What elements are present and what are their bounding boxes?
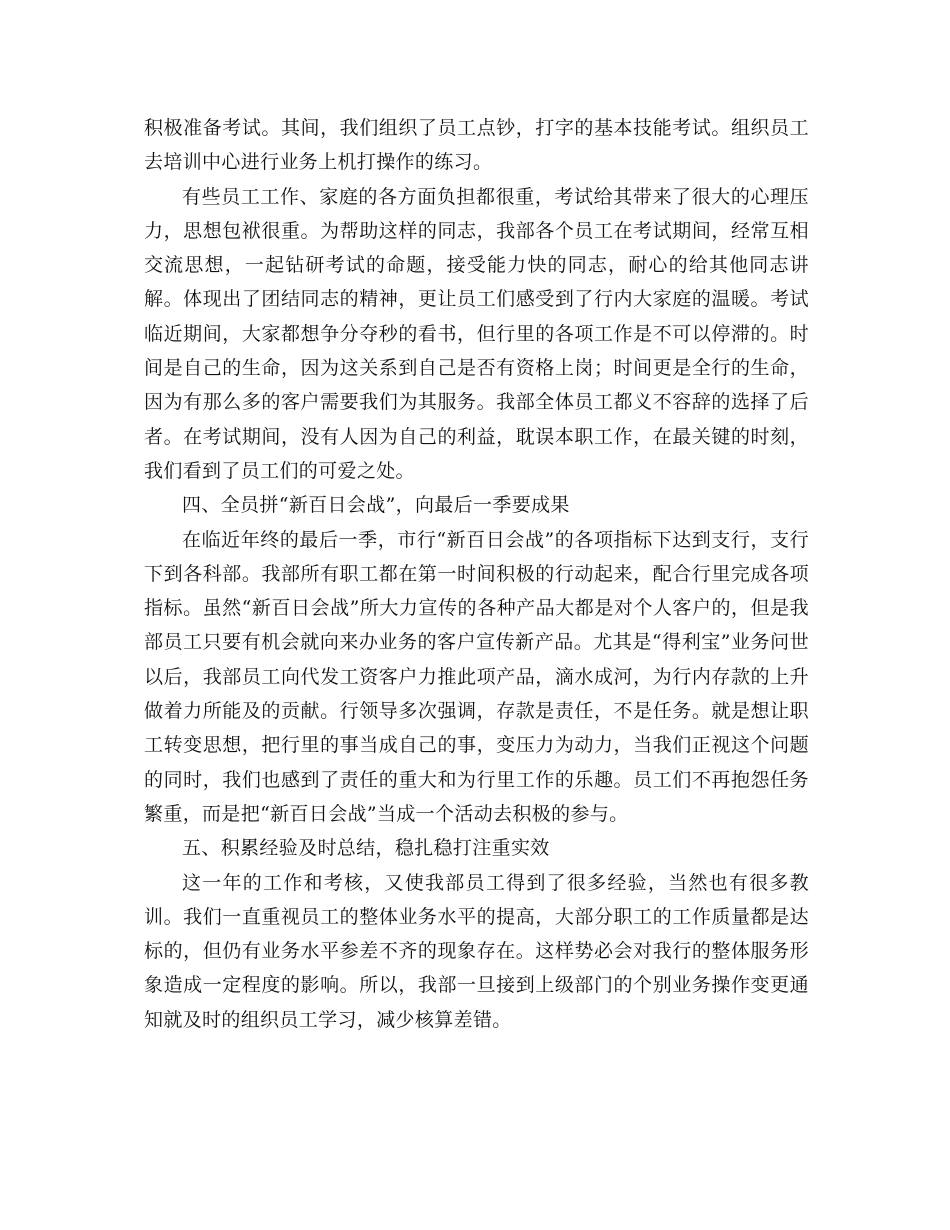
paragraph-exam-pressure: 有些员工工作、家庭的各方面负担都很重，考试给其带来了很大的心理压力，思想包袱很重。为帮助这样的同志，我部各个员工在考试期间，经常互相交流思想，一起钻研考试的命题，接受能力快的同志，耐心的给其他同志讲解。体现出了团结同志的精神，更让员工们感受到了行内大家庭的温暖。考试临近期间，大家都想争分夺秒的看书，但行里的各项工作是不可以停滞的。时间是自己的生命，因为这关系到自己是否有资格上岗；时间更是全行的生命，因为有那么多的客户需要我们为其服务。我部全体员工都义不容辞的选择了后者。在考试期间，没有人因为自己的利益，耽误本职工作，在最关键的时刻，我们看到了员工们的可爱之处。 [144, 185, 809, 482]
paragraph-hundred-day-campaign: 在临近年终的最后一季，市行“新百日会战”的各项指标下达到支行，支行下到各科部。我部所有职工都在第一时间积极的行动起来，配合行里完成各项指标。虽然“新百日会战”所大力宣传的各种产品大都是对个人客户的，但是我部员工只要有机会就向来办业务的客户宣传新产品。尤其是“得利宝”业务问世以后，我部员工向代发工资客户力推此项产品，滴水成河，为行内存款的上升做着力所能及的贡献。行领导多次强调，存款是责任，不是任务。就是想让职工转变思想，把行里的事当成自己的事，变压力为动力，当我们正视这个问题的同时，我们也感到了责任的重大和为行里工作的乐趣。员工们不再抱怨任务繁重，而是把“新百日会战”当成一个活动去积极的参与。 [144, 528, 809, 825]
section-heading-four: 四、全员拼“新百日会战”，向最后一季要成果 [182, 494, 570, 517]
paragraph-exam-practice: 积极准备考试。其间，我们组织了员工点钞，打字的基本技能考试。组织员工去培训中心进行业务上机打操作的练习。 [144, 117, 809, 174]
section-heading-five: 五、积累经验及时总结，稳扎稳打注重实效 [182, 837, 550, 860]
document-body [144, 111, 809, 1037]
paragraph-experience-summary: 这一年的工作和考核，又使我部员工得到了很多经验，当然也有很多教训。我们一直重视员工的整体业务水平的提高，大部分职工的工作质量都是达标的，但仍有业务水平参差不齐的现象存在。这样势必会对我行的整体服务形象造成一定程度的影响。所以，我部一旦接到上级部门的个别业务操作变更通知就及时的组织员工学习，减少核算差错。 [144, 871, 809, 1031]
